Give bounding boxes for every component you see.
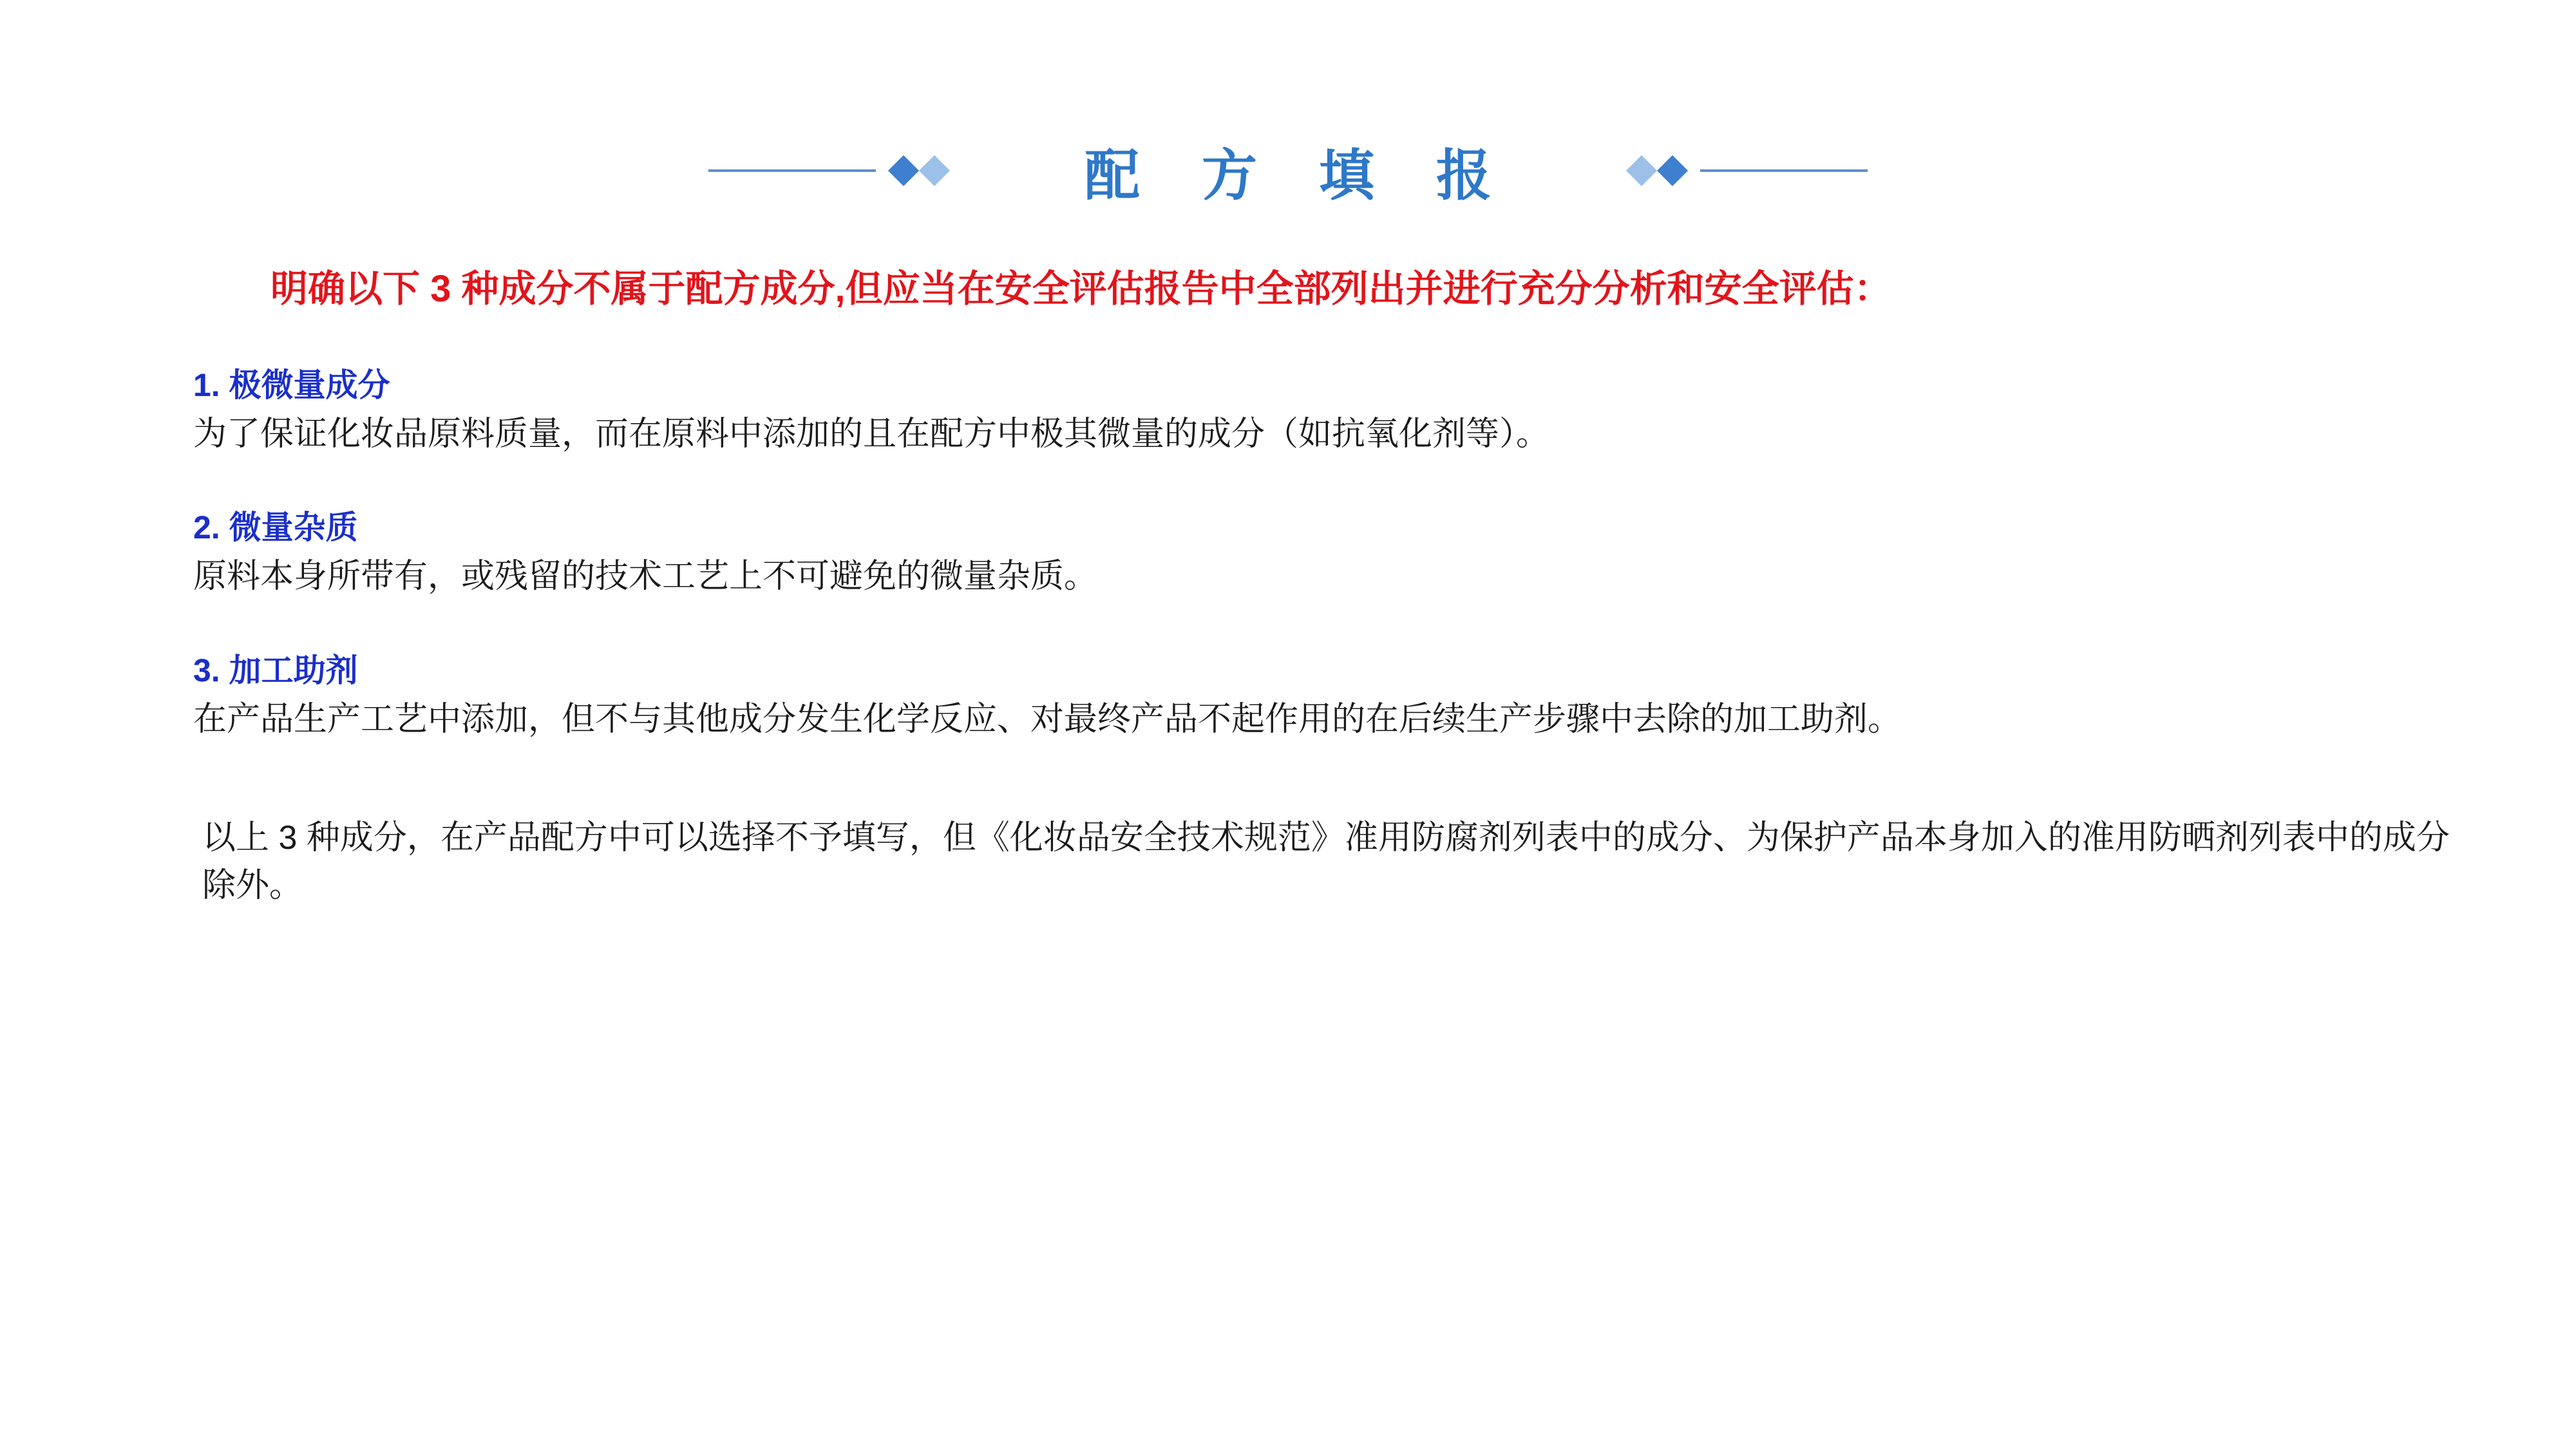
- closing-note: 以上 3 种成分，在产品配方中可以选择不予填写，但《化妆品安全技术规范》准用防腐剂列表中的成分、为保护产品本身加入的准用防晒剂列表中的成分除外。: [202, 819, 2450, 904]
- diamond-icon: [1626, 155, 1657, 186]
- section-body: 在产品生产工艺中添加，但不与其他成分发生化学反应、对最终产品不起作用的在后续生产步骤中去除的加工助剂。: [193, 701, 1902, 739]
- header-rule-right: [1700, 169, 1868, 172]
- diamond-icon: [919, 155, 950, 186]
- diamond-icon: [1657, 155, 1688, 186]
- section-item: [193, 507, 2460, 600]
- section-item: [193, 650, 2460, 743]
- section-heading: 3. 加工助剂: [193, 652, 358, 689]
- section-body: 原料本身所带有，或残留的技术工艺上不可避免的微量杂质。: [193, 558, 1098, 596]
- diamond-icon: [888, 155, 919, 186]
- header-diamonds-left: [893, 160, 945, 182]
- lead-statement: 明确以下 3 种成分不属于配方成分,但应当在安全评估报告中全部列出并进行充分分析和安全评估：: [270, 268, 1891, 310]
- page-title: 配方填报: [1084, 145, 1553, 207]
- slide-header: [0, 129, 2576, 213]
- section-body: 为了保证化妆品原料质量，而在原料中添加的且在配方中极其微量的成分（如抗氧化剂等）。: [193, 415, 1550, 453]
- section-heading: 2. 微量杂质: [193, 509, 358, 546]
- header-diamonds-right: [1631, 160, 1683, 182]
- section-item: [193, 365, 2460, 457]
- section-heading: 1. 极微量成分: [193, 366, 390, 403]
- header-rule-left: [708, 169, 876, 172]
- slide-content: [193, 264, 2460, 943]
